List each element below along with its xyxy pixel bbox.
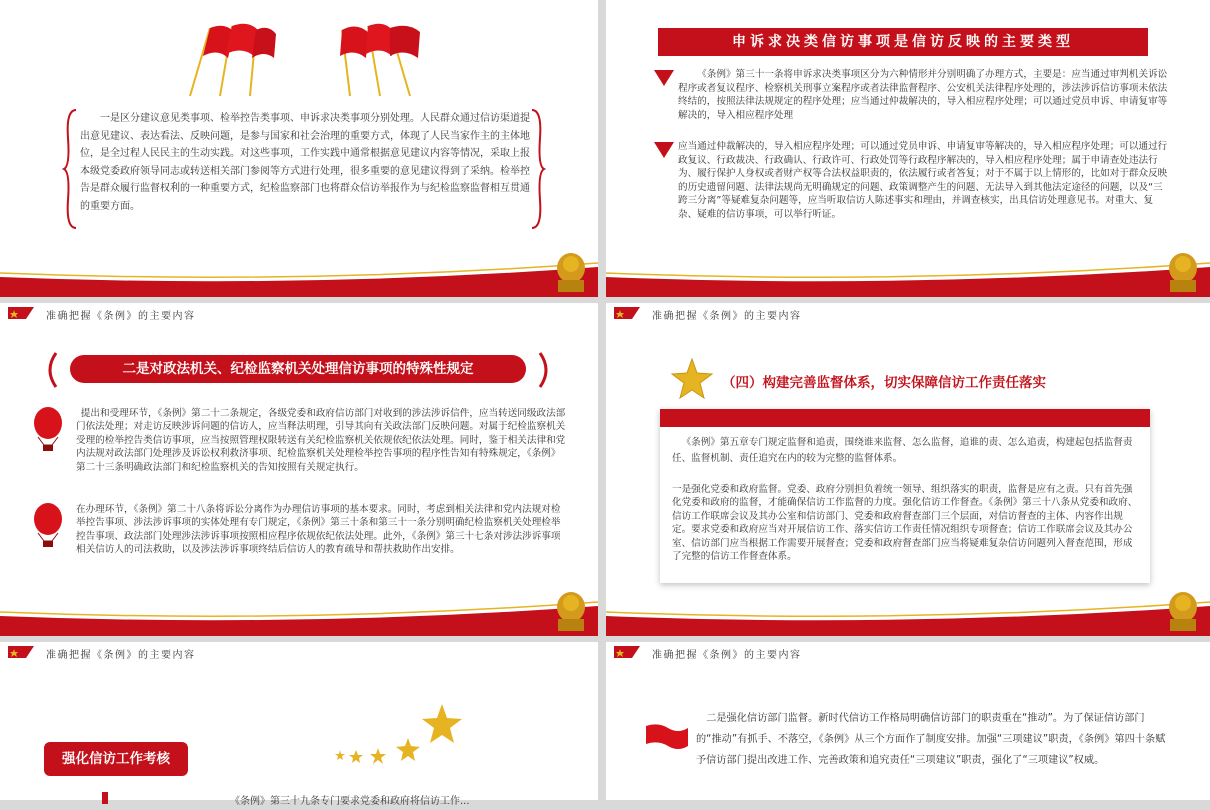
slide4-para-2: 一是强化党委和政府监督。党委、政府分别担负着统一领导、组织落实的职责，监督是应有之责。只有首先强化党委和政府的监督，才能确保信访工作监督的力度。强化信访工作督查。《条例》第三十八条从党委和政府、信访工作联席会议及其办公室和信访部门、党委和政府督查部门三个层面，对信访督查的主体、内容作出规定。要求党委和政府应当对开展信访工作、落实信访工作责任情况组织专项督查；信访工作联席会议及其办公室、信访部门应当根据工作需要开展督查；党委和政府督查部门应当将疑难复杂信访问题列入督查范围，形成了完整的信访工作督查体系。	[672, 484, 1138, 563]
slide-1[interactable]	[0, 0, 598, 297]
gold-stars-icon	[330, 700, 470, 772]
slide5-para-1: 《条例》第三十九条专门要求党委和政府将信访工作...	[230, 796, 470, 807]
slide-3[interactable]	[0, 303, 598, 636]
slide3-title: 二是对政法机关、纪检监察机关处理信访事项的特殊性规定	[70, 355, 526, 383]
balloon-icon	[30, 407, 66, 453]
bracket-left-icon	[64, 108, 78, 230]
slide2-para-2: 应当通过仲裁解决的，导入相应程序处理；可以通过党员申诉、申请复审等解决的，导入相应程序处理；可以通过行政复议、行政裁决、行政确认、行政许可、行政处罚等行政程序解决的，导入相应程序处理；属于申请查处违法行为、履行保护人身权或者财产权等合法权益职责的，依法履行或者答复；对于不属于以上情形的，比如对于群众反映的历史遗留问题、法律法规尚无明确规定的问题、政策调整产生的问题、无法导入到其他法定途径的问题，以及“三跨三分离”等疑难复杂问题等，应当听取信访人陈述事实和理由，并调查核实，出具信访处理意见书。对重大、复杂、疑难的信访事项，可以举行听证。	[678, 141, 1168, 220]
slide3-para-2: 在办理环节，《条例》第二十八条将诉讼分离作为办理信访事项的基本要求。同时，考虑到相关法律和党内法规对检举控告事项、涉法涉诉事项的实体处理有专门规定，《条例》第三十条和第三十一条分别明确纪检监察机关处理检举控告事项、政法部门处理涉法涉诉事项按照相应程序依规依纪依法处理。此外，《条例》第三十七条对涉法涉诉事项相关信访人的司法救助，以及涉法涉诉事项终结后信访人的教育疏导和帮扶救助作出安排。	[76, 504, 561, 556]
slide3-para-1: 提出和受理环节，《条例》第二十二条规定，各级党委和政府信访部门对收到的涉法涉诉信件，应当转送同级政法部门依法处理；对走访反映涉诉问题的信访人，应当释法明理，引导其向有关政法部门反映问题。对属于纪检监察机关受理的检举控告类信访事项，应当按照管理权限转送有关纪检监察机关依规依纪依法处理。同时，鉴于相关法律和党内法规对政法部门处理涉及诉讼权利救济事项、纪检监察机关处理检举控告事项的程序性告知有特殊规定，《条例》第二十三条明确政法部门和纪检监察机关的告知按照有关规定执行。	[76, 408, 566, 473]
slide6-para-1: 二是强化信访部门监督。新时代信访工作格局明确信访部门的职责重在“推动”。为了保证信访部门的“推动”有抓手、不落空，《条例》从三个方面作了制度安排。加强“三项建议”职责，《条例》第四十条赋予信访部门提出改进工作、完善政策和追究责任“三项建议”职责，强化了“三项建议”权威。	[696, 713, 1166, 766]
slide-header	[0, 303, 598, 343]
slide-header	[606, 642, 1210, 682]
header-title: 准确把握《条例》的主要内容	[46, 650, 196, 661]
triangle-bullet-icon	[654, 70, 674, 86]
slide2-para-1: 《条例》第三十一条将申诉求决类事项区分为六种情形并分别明确了办理方式，主要是：应当通过审判机关诉讼程序或者复议程序、检察机关刑事立案程序或者法律监督程序、公安机关法律程序处理的，涉法涉诉信访事项未依法终结的，按照法律法规规定的程序处理；应当通过仲裁解决的，导入相应程序处理；可以通过党员申诉、申请复审等解决的，导入相应程序处理	[678, 69, 1168, 121]
header-flag-icon	[8, 307, 34, 319]
slide-header	[0, 642, 598, 682]
bottom-band	[0, 263, 598, 297]
flags-right-icon	[320, 18, 430, 98]
flags-left-icon	[170, 18, 280, 98]
bracket-right-icon	[530, 108, 544, 230]
bottom-band	[606, 263, 1210, 297]
lion-statue-icon	[1162, 248, 1204, 294]
red-accent-bar	[102, 792, 108, 804]
slide-4[interactable]	[606, 303, 1210, 636]
balloon-icon	[30, 503, 66, 549]
slide4-title: （四）构建完善监督体系，切实保障信访工作责任落实	[722, 375, 1046, 391]
header-flag-icon	[614, 307, 640, 319]
lion-statue-icon	[550, 587, 592, 633]
header-flag-icon	[8, 646, 34, 658]
laurel-right-icon	[538, 351, 552, 389]
header-flag-icon	[614, 646, 640, 658]
header-title: 准确把握《条例》的主要内容	[46, 311, 196, 322]
bottom-band	[606, 602, 1210, 636]
lion-statue-icon	[1162, 587, 1204, 633]
slide-5[interactable]	[0, 642, 598, 807]
laurel-left-icon	[44, 351, 58, 389]
slide-header	[606, 303, 1210, 343]
card-red-bar	[660, 409, 1150, 427]
slide4-para-1: 《条例》第五章专门规定监督和追责，围绕谁来监督、怎么监督，追谁的责、怎么追责，构建起包括监督责任、监督机制、责任追究在内的较为完整的监督体系。	[672, 437, 1133, 464]
triangle-bullet-icon	[654, 142, 674, 158]
header-title: 准确把握《条例》的主要内容	[652, 311, 802, 322]
header-title: 准确把握《条例》的主要内容	[652, 650, 802, 661]
slide2-title: 申诉求决类信访事项是信访反映的主要类型	[658, 28, 1148, 56]
slide1-text: 一是区分建议意见类事项、检举控告类事项、申诉求决类事项分别处理。人民群众通过信访渠道提出意见建议、表达看法、反映问题，是参与国家和社会治理的重要方式，体现了人民当家作主的主体地位，是全过程人民民主的生动实践。对这些事项，工作实践中通常根据意见建议内容等情况，采取上报本级党委政府领导同志或转送相关部门参阅等方式进行处理，很多重要的意见建议得到了采纳。检举控告是群众履行监督权利的一种重要方式，纪检监察部门也将群众信访举报作为与纪检监察监督相互贯通的重要方面。	[80, 113, 530, 212]
gold-star-icon	[670, 357, 714, 401]
lion-statue-icon	[550, 248, 592, 294]
bottom-band	[0, 602, 598, 636]
slide5-title: 强化信访工作考核	[44, 742, 188, 776]
slide-2[interactable]	[606, 0, 1210, 297]
waving-flag-icon	[644, 722, 690, 752]
slide-6[interactable]	[606, 642, 1210, 800]
